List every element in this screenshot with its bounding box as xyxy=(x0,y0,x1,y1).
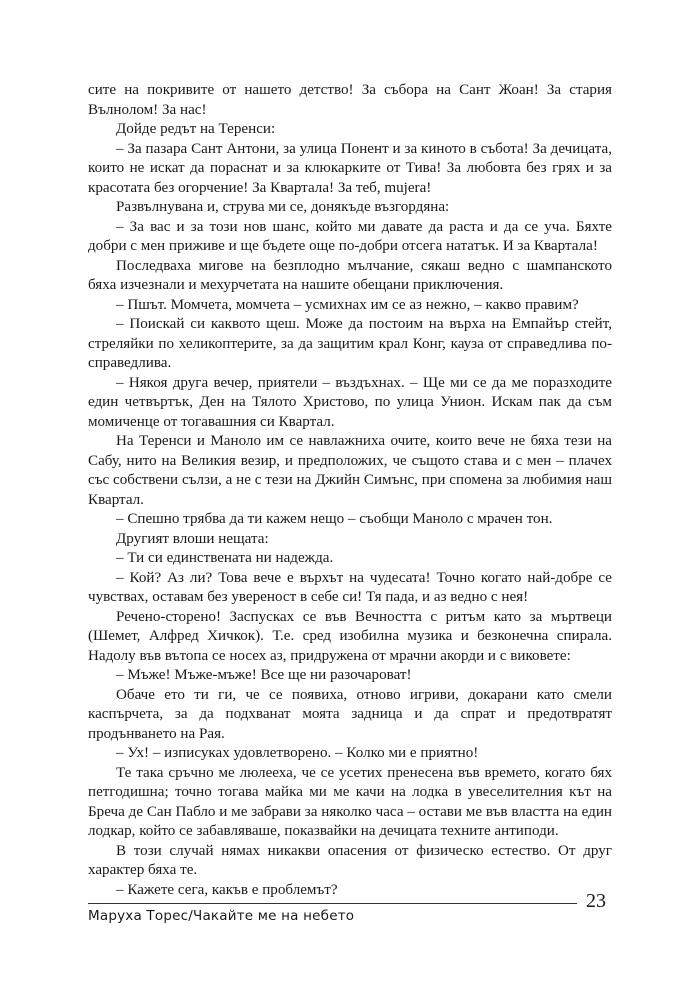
paragraph: – Кой? Аз ли? Това вече е върхът на чудесата! Точно когато най-добре се чувствах, оставам без увереност в себе си! Тя пада, и аз ведно с нея! xyxy=(88,569,612,605)
paragraph: В този случай нямах никакви опасения от физическо естество. От друг характер бяха те. xyxy=(88,842,612,878)
page-number: 23 xyxy=(586,890,606,912)
paragraph: – За вас и за този нов шанс, който ми давате да раста и да се уча. Бяхте добри с мен приживе и ще бъдете още по-добри отсега нататък. И за Квартала! xyxy=(88,218,612,254)
paragraph: – Кажете сега, какъв е проблемът? xyxy=(116,881,338,898)
paragraph: – За пазара Сант Антони, за улица Понент и за киното в събота! За дечицата, които не искат да пораснат и за клюкарките от Тива! За любовта без грях и за красотата без огорчение! За Квартала! За теб, mujera! xyxy=(88,140,612,196)
paragraph: Развълнувана и, струва ми се, донякъде възгордяна: xyxy=(116,199,450,215)
paragraph: – Някоя друга вечер, приятели – въздъхнах. – Ще ми се да ме поразходите един четвъртък, Ден на Тялото Христово, по улица Унион. Искам пак да съм момиченце от тогавашния си Квартал. xyxy=(88,374,612,430)
page-body xyxy=(88,81,612,900)
paragraph: – Ти си единствената ни надежда. xyxy=(116,550,334,566)
paragraph: – Мъже! Мъже-мъже! Все ще ни разочароват! xyxy=(116,667,412,683)
paragraph: Последваха мигове на безплодно мълчание, сякаш ведно с шампанското бяха изчезнали и мехурчетата на нашите обещани приключения. xyxy=(88,257,612,293)
running-footer: Маруха Торес/Чакайте ме на небето xyxy=(88,908,355,924)
paragraph: – Пшът. Момчета, момчета – усмихнах им се аз нежно, – какво правим? xyxy=(116,296,579,313)
paragraph: – Ух! – изписуках удовлетворено. – Колко ми е приятно! xyxy=(116,745,479,761)
paragraph: – Спешно трябва да ти кажем нещо – съобщи Маноло с мрачен тон. xyxy=(116,511,553,527)
footer-rule xyxy=(88,903,577,904)
paragraph: Другият влоши нещата: xyxy=(116,530,269,547)
paragraph: Речено-сторено! Заспусках се във Вечността с ритъм като за мъртвеци (Шемет, Алфред Хичкок). Т.е. сред изобилна музика и безконечна спирала. Надолу във вътопа се носех аз, придружена от мрачни акорди и с виковете: xyxy=(88,608,612,664)
paragraph: На Теренси и Маноло им се навлажниха очите, които вече не бяха тези на Сабу, нито на Великия везир, и предположих, че същото става и с мен – плачех със собствени сълзи, а не с тези на Джийн Симънс, при спомена за любимия наш Квартал. xyxy=(88,433,612,508)
paragraph: – Поискай си каквото щеш. Може да постоим на върха на Емпайър стейт, стреляйки по хеликоптерите, за да защитим крал Конг, кауза от справедлива по-справедлива. xyxy=(88,316,612,371)
paragraph: Те така сръчно ме люлееха, че се усетих пренесена във времето, когато бях петгодишна; точно тогава майка ми ме качи на лодка в увеселителния кът на Бреча де Сан Пабло и ме забрави за няколко часа – остави ме във властта на един лодкар, който се забавляваше, показвайки на дечицата техните антиподи. xyxy=(88,764,612,839)
paragraph: Обаче ето ти ги, че се появиха, отново игриви, докарани като смели каспърчета, за да подхванат моята задница и да спрат и предотвратят продънването на Рая. xyxy=(88,686,612,742)
paragraph: Дойде редът на Теренси: xyxy=(116,121,276,137)
paragraph: сите на покривите от нашето детство! За събора на Сант Жоан! За стария Вълнолом! За нас! xyxy=(88,82,612,118)
